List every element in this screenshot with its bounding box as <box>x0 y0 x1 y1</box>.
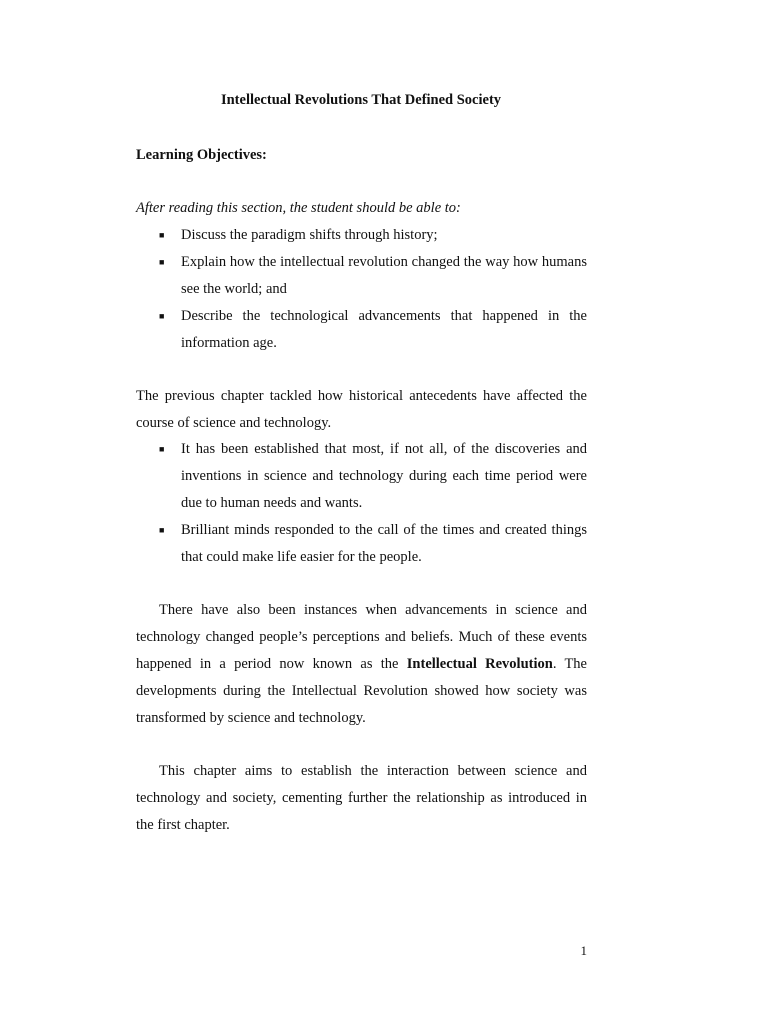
list-item-text: It has been established that most, if not all, of the discoveries and inventions in science and technology during each time period were due to human needs and wants. <box>181 441 587 511</box>
list-item-text: Brilliant minds responded to the call of the times and created things that could make life easier for the people. <box>181 522 587 565</box>
list-item <box>136 303 587 357</box>
list-item-text: Discuss the paradigm shifts through history; <box>181 227 438 243</box>
list-item <box>136 436 587 517</box>
paragraph-intellectual-revolution <box>136 597 587 732</box>
bullet-icon: ■ <box>159 525 165 535</box>
bullet-icon: ■ <box>159 444 165 454</box>
objectives-heading: Learning Objectives: <box>136 147 267 163</box>
paragraph-chapter-aim: This chapter aims to establish the interaction between science and technology and society, cementing further the relationship as introduced in the first chapter. <box>136 763 587 833</box>
list-item <box>136 517 587 571</box>
paragraph-text: . The developments during the Intellectual Revolution showed how society was transformed by science and technology. <box>136 656 587 726</box>
antecedents-list <box>136 436 587 571</box>
paragraph-text: There have also been instances when advancements in science and technology changed people’s perceptions and beliefs. Much of these events happened in a period now known as the <box>136 602 587 672</box>
page-number: 1 <box>580 943 587 958</box>
paragraph-antecedents: The previous chapter tackled how historical antecedents have affected the course of science and technology. <box>136 388 587 431</box>
objectives-intro: After reading this section, the student should be able to: <box>136 200 461 216</box>
list-item-text: Explain how the intellectual revolution changed the way how humans see the world; and <box>181 254 587 297</box>
bold-term: Intellectual Revolution <box>406 656 553 672</box>
bullet-icon: ■ <box>159 230 165 240</box>
page-title: Intellectual Revolutions That Defined Society <box>220 92 502 108</box>
list-item <box>136 222 587 249</box>
list-item-text: Describe the technological advancements that happened in the information age. <box>181 308 587 351</box>
objectives-list <box>136 222 587 357</box>
bullet-icon: ■ <box>159 257 165 267</box>
bullet-icon: ■ <box>159 311 165 321</box>
list-item <box>136 249 587 303</box>
